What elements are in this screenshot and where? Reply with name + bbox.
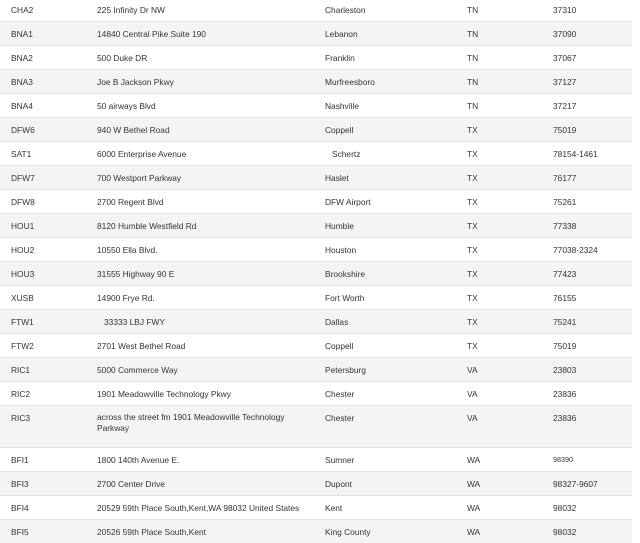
cell-address: 1901 Meadowville Technology Pkwy [86,382,314,406]
cell-state: TX [456,118,542,142]
cell-city: Nashville [314,94,456,118]
cell-zip: 77338 [542,214,632,238]
cell-address: 50 airways Blvd [86,94,314,118]
table-row [0,334,632,358]
cell-state: TX [456,310,542,334]
table-row [0,472,632,496]
table-row [0,46,632,70]
cell-city: Kent [314,496,456,520]
cell-code: HOU3 [0,262,86,286]
cell-code: FTW1 [0,310,86,334]
cell-city: Schertz [314,142,456,166]
table-row [0,166,632,190]
cell-state: VA [456,358,542,382]
cell-zip: 76155 [542,286,632,310]
cell-address: 2700 Center Drive [86,472,314,496]
table-row [0,310,632,334]
table-row [0,448,632,472]
cell-zip: 37217 [542,94,632,118]
table-row [0,286,632,310]
cell-state: TX [456,334,542,358]
cell-city: Dupont [314,472,456,496]
cell-code: HOU1 [0,214,86,238]
cell-code: DFW7 [0,166,86,190]
cell-code: SAT1 [0,142,86,166]
table-row [0,520,632,543]
cell-code: XUSB [0,286,86,310]
cell-city: Brookshire [314,262,456,286]
table-row [0,0,632,22]
cell-zip: 23836 [542,382,632,406]
cell-address: 8120 Humble Westfield Rd [86,214,314,238]
cell-address: 14900 Frye Rd. [86,286,314,310]
cell-city: Dallas [314,310,456,334]
table-row [0,190,632,214]
cell-code: BFI4 [0,496,86,520]
table-row [0,262,632,286]
cell-city: Sumner [314,448,456,472]
cell-state: TX [456,190,542,214]
cell-zip: 37127 [542,70,632,94]
cell-state: TX [456,262,542,286]
cell-address: 33333 LBJ FWY [86,310,314,334]
cell-address: 2700 Regent Blvd [86,190,314,214]
table-row [0,406,632,448]
cell-state: TX [456,214,542,238]
table-row [0,94,632,118]
table-row [0,214,632,238]
cell-city: Murfreesboro [314,70,456,94]
cell-state: VA [456,406,542,448]
cell-address: 225 Infinity Dr NW [86,0,314,22]
cell-city: Lebanon [314,22,456,46]
cell-state: WA [456,472,542,496]
cell-city: DFW Airport [314,190,456,214]
cell-city: Charleston [314,0,456,22]
cell-address: across the street fm 1901 Meadowville Technology Parkway [86,406,314,448]
cell-zip: 23836 [542,406,632,448]
cell-zip: 98327-9607 [542,472,632,496]
cell-address: 14840 Central Pike Suite 190 [86,22,314,46]
cell-zip: 76177 [542,166,632,190]
table-row [0,70,632,94]
cell-city: Chester [314,382,456,406]
cell-code: DFW6 [0,118,86,142]
cell-code: RIC1 [0,358,86,382]
cell-city: Houston [314,238,456,262]
cell-state: TX [456,166,542,190]
cell-city: Chester [314,406,456,448]
cell-code: RIC3 [0,406,86,448]
cell-code: BNA4 [0,94,86,118]
cell-code: HOU2 [0,238,86,262]
cell-state: TN [456,22,542,46]
cell-state: TN [456,0,542,22]
cell-city: Coppell [314,334,456,358]
cell-city: Coppell [314,118,456,142]
cell-city: Franklin [314,46,456,70]
cell-zip: 78154-1461 [542,142,632,166]
cell-zip: 75019 [542,118,632,142]
cell-address: 5000 Commerce Way [86,358,314,382]
table-row [0,118,632,142]
cell-zip: 75019 [542,334,632,358]
cell-code: BFI5 [0,520,86,543]
cell-city: Fort Worth [314,286,456,310]
cell-state: TN [456,94,542,118]
cell-zip: 37310 [542,0,632,22]
cell-zip: 77423 [542,262,632,286]
cell-zip: 98032 [542,496,632,520]
cell-state: TN [456,70,542,94]
table-row [0,142,632,166]
cell-city: Petersburg [314,358,456,382]
table-row [0,358,632,382]
cell-zip: 37067 [542,46,632,70]
cell-state: WA [456,448,542,472]
cell-zip: 77038-2324 [542,238,632,262]
cell-state: TN [456,46,542,70]
cell-address: 31555 Highway 90 E [86,262,314,286]
cell-address: 500 Duke DR [86,46,314,70]
cell-code: RIC2 [0,382,86,406]
cell-address: 940 W Bethel Road [86,118,314,142]
cell-state: TX [456,142,542,166]
cell-city: Humble [314,214,456,238]
cell-city: Haslet [314,166,456,190]
cell-address: 2701 West Bethel Road [86,334,314,358]
cell-code: BNA3 [0,70,86,94]
cell-state: WA [456,496,542,520]
cell-code: BFI1 [0,448,86,472]
cell-state: WA [456,520,542,543]
cell-code: BNA1 [0,22,86,46]
cell-state: TX [456,238,542,262]
cell-zip: 75261 [542,190,632,214]
cell-address: 700 Westport Parkway [86,166,314,190]
cell-code: BNA2 [0,46,86,70]
cell-code: FTW2 [0,334,86,358]
table-row [0,238,632,262]
table-row [0,382,632,406]
cell-zip: 98390 [542,448,632,472]
cell-code: BFI3 [0,472,86,496]
cell-state: VA [456,382,542,406]
cell-zip: 23803 [542,358,632,382]
cell-state: TX [456,286,542,310]
cell-address: 1800 140th Avenue E. [86,448,314,472]
cell-address: 6000 Enterprise Avenue [86,142,314,166]
cell-code: DFW8 [0,190,86,214]
cell-address: 20529 59th Place South,Kent,WA 98032 United States [86,496,314,520]
cell-code: CHA2 [0,0,86,22]
table-row [0,22,632,46]
cell-address: Joe B Jackson Pkwy [86,70,314,94]
cell-address: 20526 59th Place South,Kent [86,520,314,543]
cell-address: 10550 Ella Blvd. [86,238,314,262]
cell-zip: 37090 [542,22,632,46]
cell-zip: 98032 [542,520,632,543]
cell-zip: 75241 [542,310,632,334]
cell-city: King County [314,520,456,543]
table-row [0,496,632,520]
